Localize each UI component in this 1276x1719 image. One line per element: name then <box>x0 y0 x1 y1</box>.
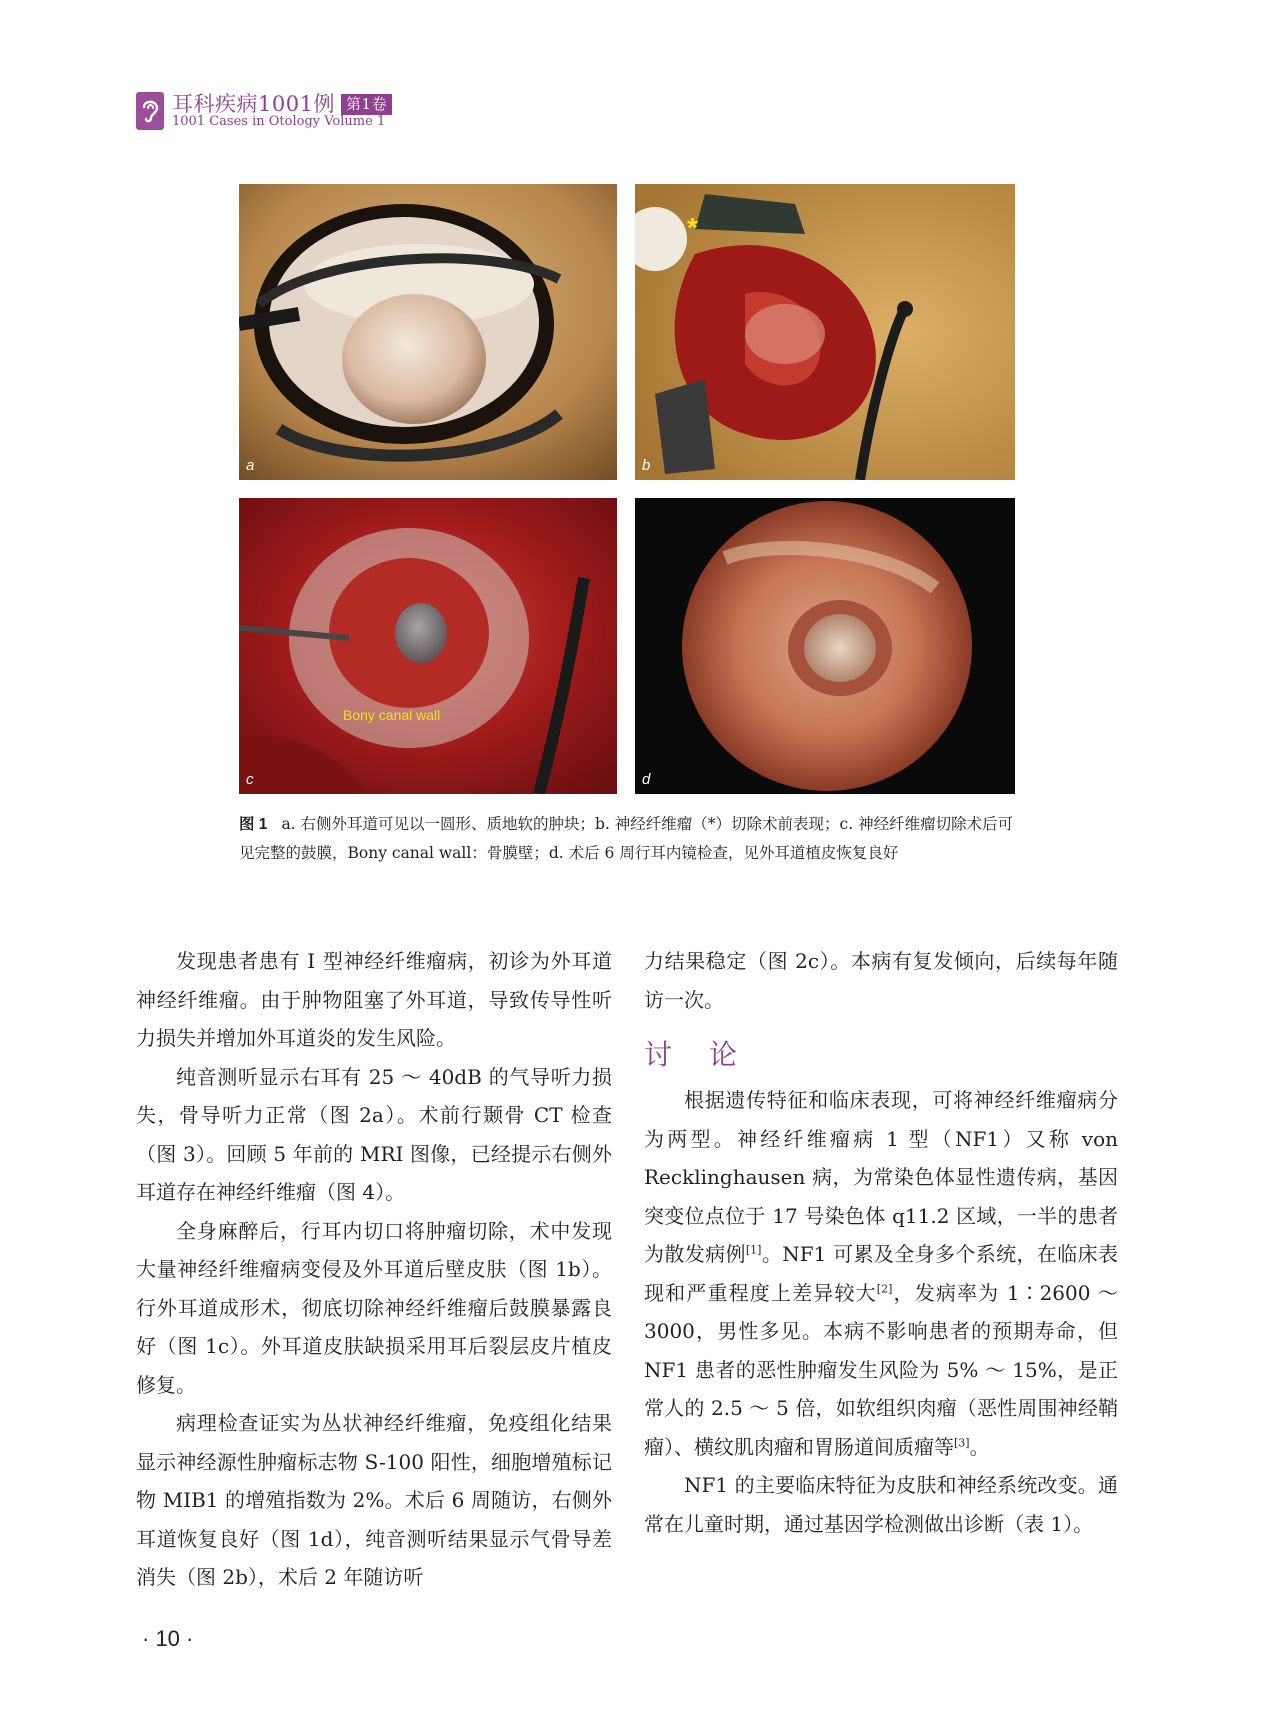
book-title-english: 1001 Cases in Otology Volume 1 <box>172 114 386 129</box>
body-paragraph: 纯音测听显示右耳有 25 ～ 40dB 的气导听力损失，骨导听力正常（图 2a）。术前行颞骨 CT 检查（图 3）。回顾 5 年前的 MRI 图像，已经提示右侧外耳道存在神经纤维瘤（图 4）。 <box>136 1064 612 1204</box>
reference-marker: [2] <box>876 1281 893 1295</box>
figure-panel-a <box>239 184 617 480</box>
bony-canal-wall-label: Bony canal wall <box>343 707 441 723</box>
page-number: · 10 · <box>142 1626 194 1651</box>
body-paragraph: 根据遗传特征和临床表现，可将神经纤维瘤病分为两型。神经纤维瘤病 1 型（NF1）又称 von Recklinghausen 病，为常染色体显性遗传病，基因突变位点位于 17 号染色体 q11.2 区域，一半的患者为散发病例[1]。NF1 可累及全身多个系统，在临床表现和严重程度上差异较大[2]，发病率为 1∶2600 ～ 3000，男性多见。本病不影响患者的预期寿命，但 NF1 患者的恶性肿瘤发生风险为 5% ～ 15%，是正常人的 2.5 ～ 5 倍，如软组织肉瘤（恶性周围神经鞘瘤）、横纹肌肉瘤和胃肠道间质瘤等[3]。 <box>644 1088 1119 1459</box>
panel-letter-c: c <box>246 771 254 788</box>
body-paragraph: NF1 的主要临床特征为皮肤和神经系统改变。通常在儿童时期，通过基因学检测做出诊断（表 1）。 <box>644 1473 1118 1536</box>
body-paragraph: 发现患者患有 Ⅰ 型神经纤维瘤病，初诊为外耳道神经纤维瘤。由于肿物阻塞了外耳道，导致传导性听力损失并增加外耳道炎的发生风险。 <box>136 949 612 1050</box>
figure-panel-d <box>635 498 1015 794</box>
panel-letter-a: a <box>246 457 255 474</box>
reference-marker: [3] <box>954 1435 970 1449</box>
figure-caption-text: a. 右侧外耳道可见以一圆形、质地软的肿块；b. 神经纤维瘤（*）切除术前表现；c. 神经纤维瘤切除术后可见完整的鼓膜，Bony canal wall：骨膜壁；d. 术后 6 周行耳内镜检查，见外耳道植皮恢复良好 <box>239 815 1014 862</box>
body-paragraph: 全身麻醉后，行耳内切口将肿瘤切除，术中发现大量神经纤维瘤病变侵及外耳道后壁皮肤（图 1b）。行外耳道成形术，彻底切除神经纤维瘤后鼓膜暴露良好（图 1c）。外耳道皮肤缺损采用耳后裂层皮片植皮修复。 <box>136 1218 612 1397</box>
body-paragraph: 病理检查证实为丛状神经纤维瘤，免疫组化结果显示神经源性肿瘤标志物 S-100 阳性，细胞增殖标记物 MIB1 的增殖指数为 2%。术后 6 周随访，右侧外耳道恢复良好（图 1d），纯音测听结果显示气骨导差消失（图 2b），术后 2 年随访听 <box>136 1411 612 1589</box>
body-paragraph-continuation: 力结果稳定（图 2c）。本病有复发倾向，后续每年随访一次。 <box>644 949 1118 1012</box>
panel-letter-b: b <box>642 457 651 474</box>
figure-panel-c <box>239 498 617 794</box>
reference-marker: [1] <box>745 1243 762 1257</box>
ear-logo-icon <box>136 92 164 130</box>
panel-letter-d: d <box>642 771 651 788</box>
body-column-left <box>136 942 612 1597</box>
book-title: 耳科疾病1001例 第1卷 <box>172 88 392 118</box>
body-column-right <box>644 942 1118 1543</box>
figure-panel-b <box>635 184 1015 480</box>
tumor-asterisk-marker: * <box>687 212 698 243</box>
figure-caption-label: 图 1 <box>239 816 268 833</box>
section-title-discussion: 讨 论 <box>644 1038 751 1071</box>
figure-caption <box>239 810 1017 868</box>
volume-tag: 第1卷 <box>341 94 392 115</box>
